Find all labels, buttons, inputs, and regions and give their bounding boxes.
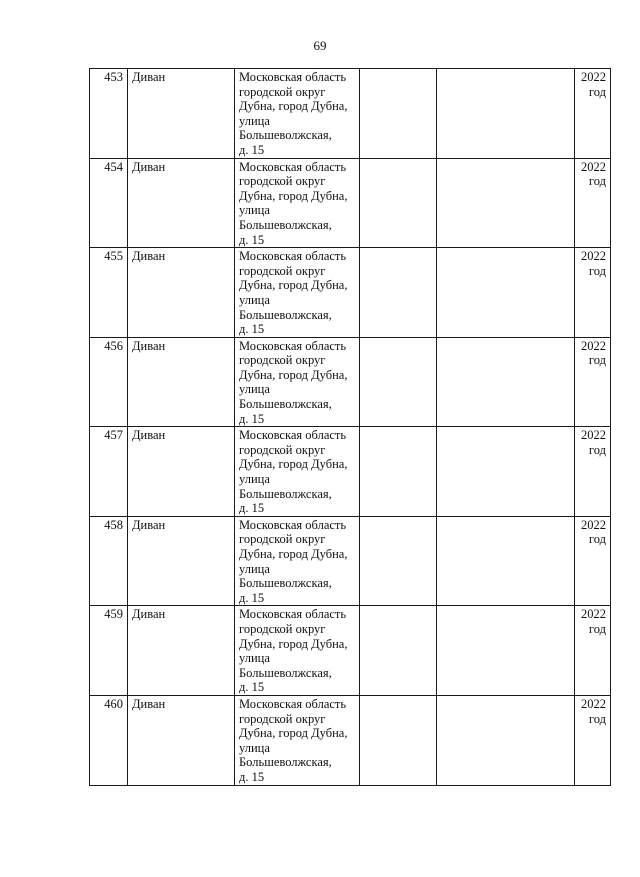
address-line: городской округ: [239, 174, 326, 189]
row-number: 460: [90, 695, 128, 785]
item-year: [575, 248, 611, 338]
empty-cell: [437, 606, 575, 696]
table-row: [90, 248, 611, 338]
address-line: д. 15: [239, 590, 265, 605]
address-line: д. 15: [239, 411, 265, 426]
item-address: [235, 337, 360, 427]
address-line: городской округ: [239, 532, 326, 547]
address-line: городской округ: [239, 442, 326, 457]
address-line: д. 15: [239, 232, 265, 247]
item-address: [235, 606, 360, 696]
year-line: 2022: [581, 428, 606, 443]
address-line: городской округ: [239, 84, 326, 99]
address-line: городской округ: [239, 711, 326, 726]
address-line: д. 15: [239, 501, 265, 516]
row-number: 458: [90, 516, 128, 606]
year-line: год: [588, 711, 606, 726]
address-line: Большеволжская,: [239, 576, 332, 591]
empty-cell: [437, 69, 575, 159]
item-name: Диван: [128, 516, 235, 606]
item-address: [235, 69, 360, 159]
address-line: Московская область: [239, 696, 347, 711]
address-line: улица: [239, 561, 270, 576]
year-line: год: [588, 263, 606, 278]
address-line: Московская область: [239, 338, 347, 353]
address-line: Дубна, город Дубна,: [239, 188, 348, 203]
inventory-table-body: [90, 69, 611, 786]
address-line: улица: [239, 113, 270, 128]
table-row: [90, 695, 611, 785]
empty-cell: [360, 69, 437, 159]
address-line: улица: [239, 382, 270, 397]
empty-cell: [437, 427, 575, 517]
row-number: 453: [90, 69, 128, 159]
address-line: улица: [239, 292, 270, 307]
item-name: Диван: [128, 606, 235, 696]
address-line: Большеволжская,: [239, 307, 332, 322]
address-line: Московская область: [239, 159, 347, 174]
empty-cell: [437, 695, 575, 785]
item-year: [575, 158, 611, 248]
address-line: улица: [239, 203, 270, 218]
address-line: Большеволжская,: [239, 397, 332, 412]
item-address: [235, 516, 360, 606]
item-year: [575, 695, 611, 785]
address-line: улица: [239, 472, 270, 487]
row-number: 456: [90, 337, 128, 427]
item-name: Диван: [128, 248, 235, 338]
item-address: [235, 158, 360, 248]
empty-cell: [360, 516, 437, 606]
table-row: [90, 427, 611, 517]
item-address: [235, 427, 360, 517]
year-line: год: [588, 84, 606, 99]
address-line: городской округ: [239, 353, 326, 368]
year-line: 2022: [581, 338, 606, 353]
empty-cell: [360, 337, 437, 427]
address-line: Большеволжская,: [239, 217, 332, 232]
address-line: Московская область: [239, 607, 347, 622]
item-name: Диван: [128, 695, 235, 785]
year-line: 2022: [581, 696, 606, 711]
year-line: год: [588, 532, 606, 547]
empty-cell: [437, 516, 575, 606]
empty-cell: [360, 606, 437, 696]
address-line: д. 15: [239, 680, 265, 695]
address-line: Дубна, город Дубна,: [239, 726, 348, 741]
address-line: Большеволжская,: [239, 755, 332, 770]
item-year: [575, 606, 611, 696]
address-line: Дубна, город Дубна,: [239, 99, 348, 114]
table-row: [90, 69, 611, 159]
empty-cell: [437, 248, 575, 338]
address-line: Большеволжская,: [239, 486, 332, 501]
year-line: год: [588, 174, 606, 189]
empty-cell: [360, 695, 437, 785]
address-line: д. 15: [239, 769, 265, 784]
year-line: 2022: [581, 517, 606, 532]
address-line: Московская область: [239, 517, 347, 532]
address-line: Большеволжская,: [239, 665, 332, 680]
row-number: 455: [90, 248, 128, 338]
address-line: городской округ: [239, 621, 326, 636]
empty-cell: [437, 158, 575, 248]
year-line: 2022: [581, 249, 606, 264]
row-number: 459: [90, 606, 128, 696]
address-line: Дубна, город Дубна,: [239, 636, 348, 651]
item-year: [575, 337, 611, 427]
item-name: Диван: [128, 427, 235, 517]
year-line: 2022: [581, 70, 606, 84]
year-line: 2022: [581, 159, 606, 174]
address-line: Дубна, город Дубна,: [239, 367, 348, 382]
address-line: улица: [239, 740, 270, 755]
address-line: д. 15: [239, 322, 265, 337]
address-line: Московская область: [239, 70, 347, 84]
page-number: 69: [313, 38, 327, 53]
address-line: Московская область: [239, 428, 347, 443]
year-line: год: [588, 353, 606, 368]
address-line: Московская область: [239, 249, 347, 264]
table-row: [90, 337, 611, 427]
year-line: год: [588, 621, 606, 636]
table-row: [90, 516, 611, 606]
item-address: [235, 248, 360, 338]
empty-cell: [360, 427, 437, 517]
item-name: Диван: [128, 337, 235, 427]
empty-cell: [437, 337, 575, 427]
item-year: [575, 516, 611, 606]
address-line: д. 15: [239, 142, 265, 157]
year-line: год: [588, 442, 606, 457]
table-row: [90, 606, 611, 696]
item-name: Диван: [128, 158, 235, 248]
address-line: Дубна, город Дубна,: [239, 278, 348, 293]
address-line: Большеволжская,: [239, 128, 332, 143]
item-name: Диван: [128, 69, 235, 159]
table-row: [90, 158, 611, 248]
item-address: [235, 695, 360, 785]
address-line: Дубна, город Дубна,: [239, 547, 348, 561]
address-line: Дубна, город Дубна,: [239, 457, 348, 472]
empty-cell: [360, 158, 437, 248]
inventory-table: [89, 68, 611, 786]
address-line: городской округ: [239, 263, 326, 278]
empty-cell: [360, 248, 437, 338]
item-year: [575, 427, 611, 517]
address-line: улица: [239, 651, 270, 666]
year-line: 2022: [581, 607, 606, 622]
row-number: 457: [90, 427, 128, 517]
row-number: 454: [90, 158, 128, 248]
item-year: [575, 69, 611, 159]
